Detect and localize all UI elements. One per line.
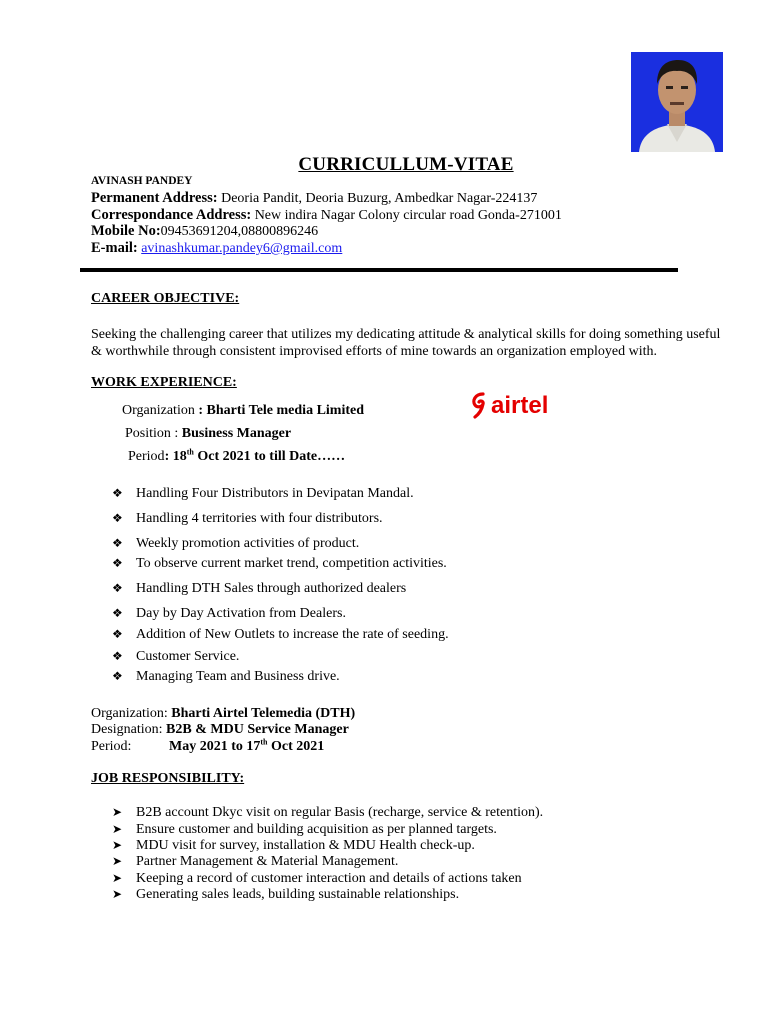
candidate-name: AVINASH PANDEY <box>91 175 193 187</box>
duty-text: Handling 4 territories with four distributors. <box>136 511 383 526</box>
duty-text: Handling DTH Sales through authorized dealers <box>136 581 407 596</box>
period-sup: th <box>186 447 194 457</box>
header-divider <box>80 268 678 272</box>
arrow-bullet-icon: ➤ <box>112 854 123 868</box>
airtel-logo-text: airtel <box>491 392 549 419</box>
responsibility-item <box>112 821 497 838</box>
email-label: E-mail: <box>91 240 138 256</box>
arrow-bullet-icon: ➤ <box>112 887 123 901</box>
period-value-end: Oct 2021 to till Date…… <box>193 449 346 464</box>
diamond-bullet-icon: ❖ <box>112 649 123 663</box>
responsibility-item <box>112 870 522 887</box>
mobile-number <box>91 223 318 240</box>
duty-text: Handling Four Distributors in Devipatan Mandal. <box>136 486 414 501</box>
diamond-bullet-icon: ❖ <box>112 581 123 595</box>
permanent-address-value: Deoria Pandit, Deoria Buzurg, Ambedkar Nagar-224137 <box>217 191 538 206</box>
duty-item <box>112 605 346 622</box>
duty-item <box>112 555 447 572</box>
page-title: CURRICULLUM-VITAE <box>298 154 514 175</box>
position-value: Business Manager <box>181 426 292 441</box>
arrow-bullet-icon: ➤ <box>112 871 123 885</box>
responsibility-text: Ensure customer and building acquisition as per planned targets. <box>136 822 497 837</box>
period-line <box>128 449 345 465</box>
period2-value-end: Oct 2021 <box>267 739 325 754</box>
airtel-swirl-icon <box>471 390 555 420</box>
responsibility-item <box>112 804 543 821</box>
email <box>91 240 342 257</box>
responsibility-item <box>112 837 475 854</box>
mobile-label: Mobile No: <box>91 223 161 239</box>
arrow-bullet-icon: ➤ <box>112 822 123 836</box>
duty-text: Addition of New Outlets to increase the rate of seeding. <box>136 627 449 642</box>
diamond-bullet-icon: ❖ <box>112 486 123 500</box>
duty-item <box>112 535 359 552</box>
period-label: Period <box>128 449 165 464</box>
email-link[interactable]: avinashkumar.pandey6@gmail.com <box>141 241 343 256</box>
duty-item <box>112 668 340 685</box>
correspondence-address-value: New indira Nagar Colony circular road Gonda-271001 <box>251 208 562 223</box>
correspondence-address <box>91 207 562 224</box>
mobile-value: 09453691204,08800896246 <box>160 224 319 239</box>
duty-item <box>112 510 383 527</box>
job-responsibility-heading: JOB RESPONSIBILITY: <box>91 771 245 786</box>
period-value-start: : 18 <box>164 449 187 464</box>
organization-label: Organization <box>122 403 199 418</box>
position-label: Position : <box>125 426 182 441</box>
period2-value-start: May 2021 to 17 <box>169 739 261 754</box>
duty-item <box>112 580 406 597</box>
diamond-bullet-icon: ❖ <box>112 556 123 570</box>
duty-text: Managing Team and Business drive. <box>136 669 340 684</box>
organization-value: : Bharti Tele media Limited <box>198 403 365 418</box>
org2-value: Bharti Airtel Telemedia (DTH) <box>171 706 356 721</box>
designation-line <box>91 722 349 738</box>
period2-sup: th <box>260 737 268 747</box>
responsibility-text: Partner Management & Material Management. <box>136 854 399 869</box>
permanent-address <box>91 190 537 207</box>
position-line <box>125 426 291 442</box>
org2-label: Organization: <box>91 706 172 721</box>
duty-text: Weekly promotion activities of product. <box>136 536 360 551</box>
designation-value: B2B & MDU Service Manager <box>166 722 349 737</box>
work-experience-heading: WORK EXPERIENCE: <box>91 375 237 390</box>
responsibility-item <box>112 886 459 903</box>
responsibility-item <box>112 853 398 870</box>
responsibility-text: B2B account Dkyc visit on regular Basis (recharge, service & retention). <box>136 805 544 820</box>
duty-text: Customer Service. <box>136 649 240 664</box>
profile-photo <box>631 52 723 152</box>
career-objective-heading: CAREER OBJECTIVE: <box>91 291 240 306</box>
arrow-bullet-icon: ➤ <box>112 805 123 819</box>
arrow-bullet-icon: ➤ <box>112 838 123 852</box>
designation-label: Designation: <box>91 722 167 737</box>
diamond-bullet-icon: ❖ <box>112 606 123 620</box>
diamond-bullet-icon: ❖ <box>112 536 123 550</box>
period2-line <box>91 739 324 755</box>
org2-line <box>91 706 355 722</box>
duty-item <box>112 485 414 502</box>
duty-item <box>112 648 239 665</box>
responsibility-text: Generating sales leads, building sustainable relationships. <box>136 887 460 902</box>
airtel-logo <box>471 390 555 425</box>
responsibility-text: Keeping a record of customer interaction and details of actions taken <box>136 871 522 886</box>
duty-text: Day by Day Activation from Dealers. <box>136 606 346 621</box>
period2-label: Period: <box>91 739 132 754</box>
duty-item <box>112 626 449 643</box>
permanent-address-label: Permanent Address: <box>91 190 218 206</box>
career-objective-text: Seeking the challenging career that utilizes my dedicating attitude & analytical skills for doing something useful & worthwhile through consistent improvised efforts of mine towards an organization employed with. <box>91 327 721 359</box>
diamond-bullet-icon: ❖ <box>112 669 123 683</box>
correspondence-address-label: Correspondance Address: <box>91 207 252 223</box>
responsibility-text: MDU visit for survey, installation & MDU Health check-up. <box>136 838 475 853</box>
organization-line <box>122 403 364 419</box>
diamond-bullet-icon: ❖ <box>112 627 123 641</box>
diamond-bullet-icon: ❖ <box>112 511 123 525</box>
duty-text: To observe current market trend, competition activities. <box>136 556 447 571</box>
